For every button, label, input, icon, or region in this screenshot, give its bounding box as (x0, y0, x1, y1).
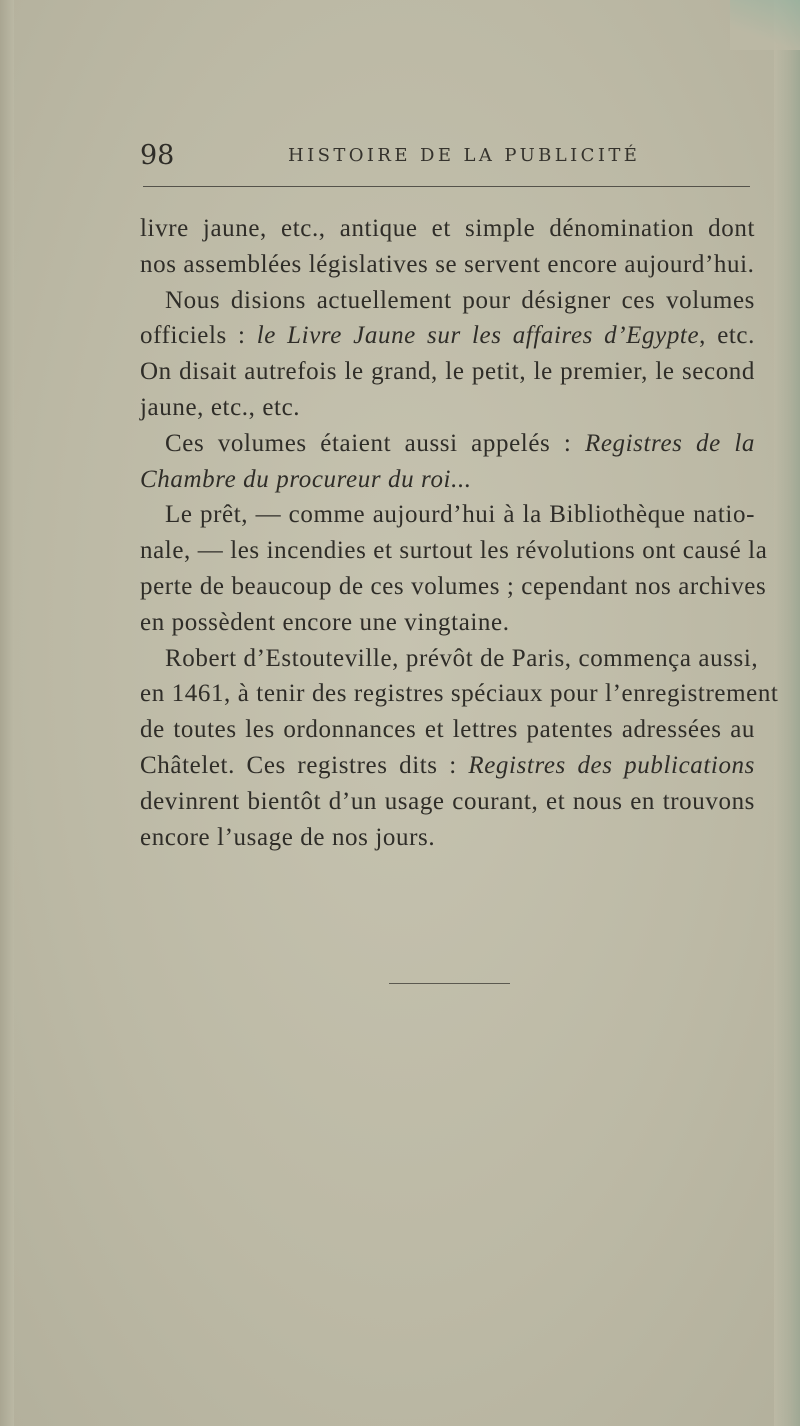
text-line: jaune, etc., etc. (140, 393, 301, 421)
running-title: HISTOIRE DE LA PUBLICITÉ (288, 145, 641, 166)
page-left-edge (0, 0, 14, 1426)
text-line: Chambre du procureur du roi... (140, 465, 472, 493)
text-line: nos assemblées législatives se servent encore aujourd’hui. (140, 250, 755, 278)
text-line: Nous disions actuellement pour désigner ces volumes (165, 286, 755, 314)
text-line: en 1461, à tenir des registres spéciaux pour l’enregistrement (140, 680, 779, 708)
page-number: 98 (140, 140, 175, 171)
text-line: nale, — les incendies et surtout les révolutions ont causé la (140, 537, 768, 565)
text-line: officiels : le Livre Jaune sur les affaires d’Egypte, etc. (140, 322, 755, 350)
text-line: en possèdent encore une vingtaine. (140, 608, 510, 636)
text-line: Châtelet. Ces registres dits : Registres des publications (140, 751, 755, 779)
text-line: encore l’usage de nos jours. (140, 823, 436, 851)
text-line: Robert d’Estouteville, prévôt de Paris, commença aussi, (165, 644, 759, 672)
text-line: Le prêt, — comme aujourd’hui à la Bibliothèque natio- (165, 501, 755, 529)
page-corner-stain (730, 0, 800, 50)
page-header (140, 140, 752, 176)
section-end-rule (389, 983, 510, 984)
page-right-edge (774, 0, 800, 1426)
text-line: On disait autrefois le grand, le petit, le premier, le second (140, 358, 755, 386)
body-text (140, 211, 779, 855)
text-line: de toutes les ordonnances et lettres patentes adressées au (140, 716, 755, 744)
text-line: devinrent bientôt d’un usage courant, et nous en trouvons (140, 787, 755, 815)
text-line: Ces volumes étaient aussi appelés : Registres de la (165, 429, 755, 457)
text-line: livre jaune, etc., antique et simple dénomination dont (140, 215, 755, 242)
header-rule (143, 186, 750, 187)
text-line: perte de beaucoup de ces volumes ; cependant nos archives (140, 572, 767, 600)
